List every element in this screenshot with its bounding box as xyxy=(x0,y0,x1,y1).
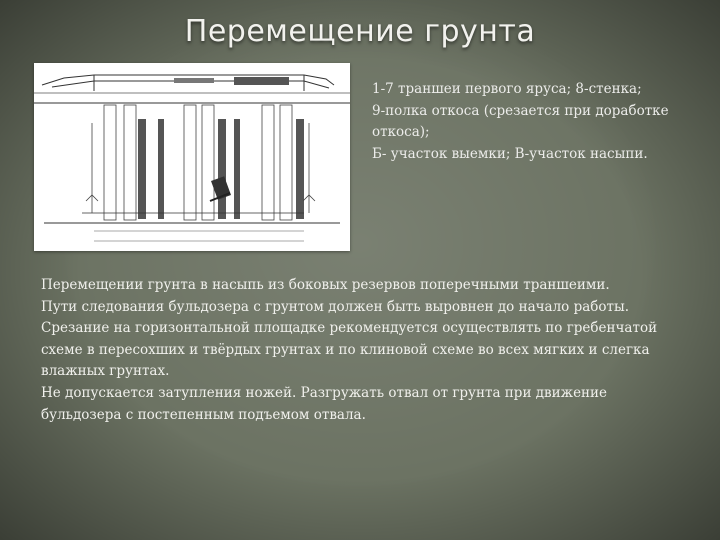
trench-diagram-image xyxy=(34,63,350,251)
paragraph: Срезание на горизонтальной площадке рекомендуется осуществлять по гребенчатой схеме в пересохших и твёрдых грунтах и по клиновой схеме во всех мягких и слегка влажных грунтах. xyxy=(41,320,658,380)
paragraph: Пути следования бульдозера с грунтом должен быть выровнен до начало работы. xyxy=(41,298,630,315)
slide-title: Перемещение грунта xyxy=(184,14,536,49)
paragraph: Перемещении грунта в насыпь из боковых резервов поперечными траншеими. xyxy=(41,277,610,293)
body-text xyxy=(41,275,681,426)
trench-diagram-drawing xyxy=(34,63,350,251)
figure-caption: 1-7 траншеи первого яруса; 8-стенка; 9-полка откоса (срезается при доработке откоса); Б- участок выемки; В-участок насыпи. xyxy=(372,81,669,162)
paragraph: Не допускается затупления ножей. Разгружать отвал от грунта при движение бульдозера с постепенным подъемом отвала. xyxy=(41,384,608,423)
